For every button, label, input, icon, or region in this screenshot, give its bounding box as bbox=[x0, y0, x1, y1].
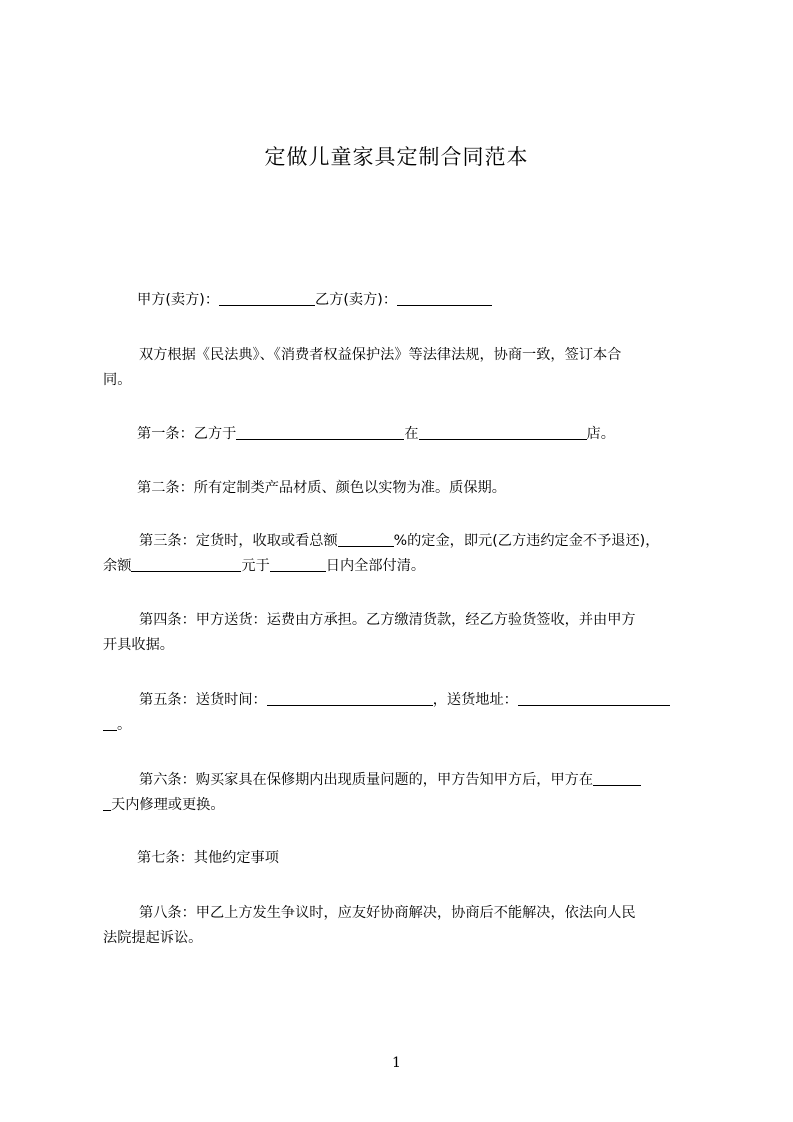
article-5-text-a: 第五条：送货时间： bbox=[139, 692, 267, 708]
article-1-store-blank bbox=[419, 424, 587, 440]
document-title: 定做儿童家具定制合同范本 bbox=[264, 145, 529, 169]
article-6-days-blank bbox=[593, 770, 641, 786]
article-1 bbox=[103, 422, 703, 447]
article-6-days-blank-cont bbox=[103, 795, 111, 811]
article-4-line-1: 第四条：甲方送货：运费由方承担。乙方缴清货款，经乙方验货签收，并由甲方 bbox=[139, 612, 636, 628]
article-3-text-b: %的定金，即元(乙方违约定金不予退还)， bbox=[393, 533, 660, 549]
page-number: 1 bbox=[392, 1055, 401, 1071]
article-3-percent-blank bbox=[338, 531, 394, 547]
article-5-address-blank-cont bbox=[103, 715, 117, 731]
article-7-text: 第七条：其他约定事项 bbox=[137, 850, 279, 866]
article-3-text-d: 元于 bbox=[241, 558, 270, 574]
preamble-line-1: 双方根据《民法典》、《消费者权益保护法》等法律法规，协商一致，签订本合 bbox=[139, 347, 622, 363]
article-5-text-c: 。 bbox=[117, 717, 132, 733]
article-8-line-2: 法院提起诉讼。 bbox=[103, 930, 203, 946]
article-6-text-a: 第六条：购买家具在保修期内出现质量问题的，甲方告知甲方后，甲方在 bbox=[139, 772, 594, 788]
article-1-text-b: 在 bbox=[404, 426, 419, 442]
article-1-text-c: 店。 bbox=[586, 426, 615, 442]
party-b-label: 乙方(卖方)： bbox=[315, 292, 398, 308]
article-4-line-2: 开具收据。 bbox=[103, 637, 174, 653]
party-b-blank bbox=[397, 290, 492, 306]
article-7 bbox=[103, 846, 703, 871]
article-3 bbox=[103, 529, 703, 579]
preamble bbox=[103, 343, 703, 393]
article-3-text-e: 日内全部付清。 bbox=[325, 558, 426, 574]
article-5 bbox=[103, 688, 703, 738]
article-6-text-b: 天内修理或更换。 bbox=[111, 797, 225, 813]
party-a-blank bbox=[219, 290, 315, 306]
article-3-text-a: 第三条：定货时，收取或看总额 bbox=[139, 533, 338, 549]
article-5-time-blank bbox=[267, 690, 433, 706]
article-5-address-blank bbox=[518, 690, 670, 706]
article-2-text: 第二条：所有定制类产品材质、颜色以实物为准。质保期。 bbox=[137, 480, 506, 496]
article-2 bbox=[103, 476, 703, 501]
article-8 bbox=[103, 901, 703, 951]
article-3-text-c: 余额 bbox=[103, 558, 132, 574]
article-4 bbox=[103, 608, 703, 658]
parties-line bbox=[103, 288, 703, 313]
article-6 bbox=[103, 768, 703, 818]
article-5-text-b: ，送货地址： bbox=[432, 692, 518, 708]
preamble-line-2: 同。 bbox=[103, 372, 132, 388]
article-8-line-1: 第八条：甲乙上方发生争议时，应友好协商解决，协商后不能解决，依法向人民 bbox=[139, 905, 636, 921]
article-3-days-blank bbox=[270, 556, 326, 572]
article-3-balance-blank bbox=[131, 556, 241, 572]
article-1-text-a: 第一条：乙方于 bbox=[137, 426, 237, 442]
party-a-label: 甲方(卖方)： bbox=[137, 292, 220, 308]
article-1-date-blank bbox=[236, 424, 404, 440]
